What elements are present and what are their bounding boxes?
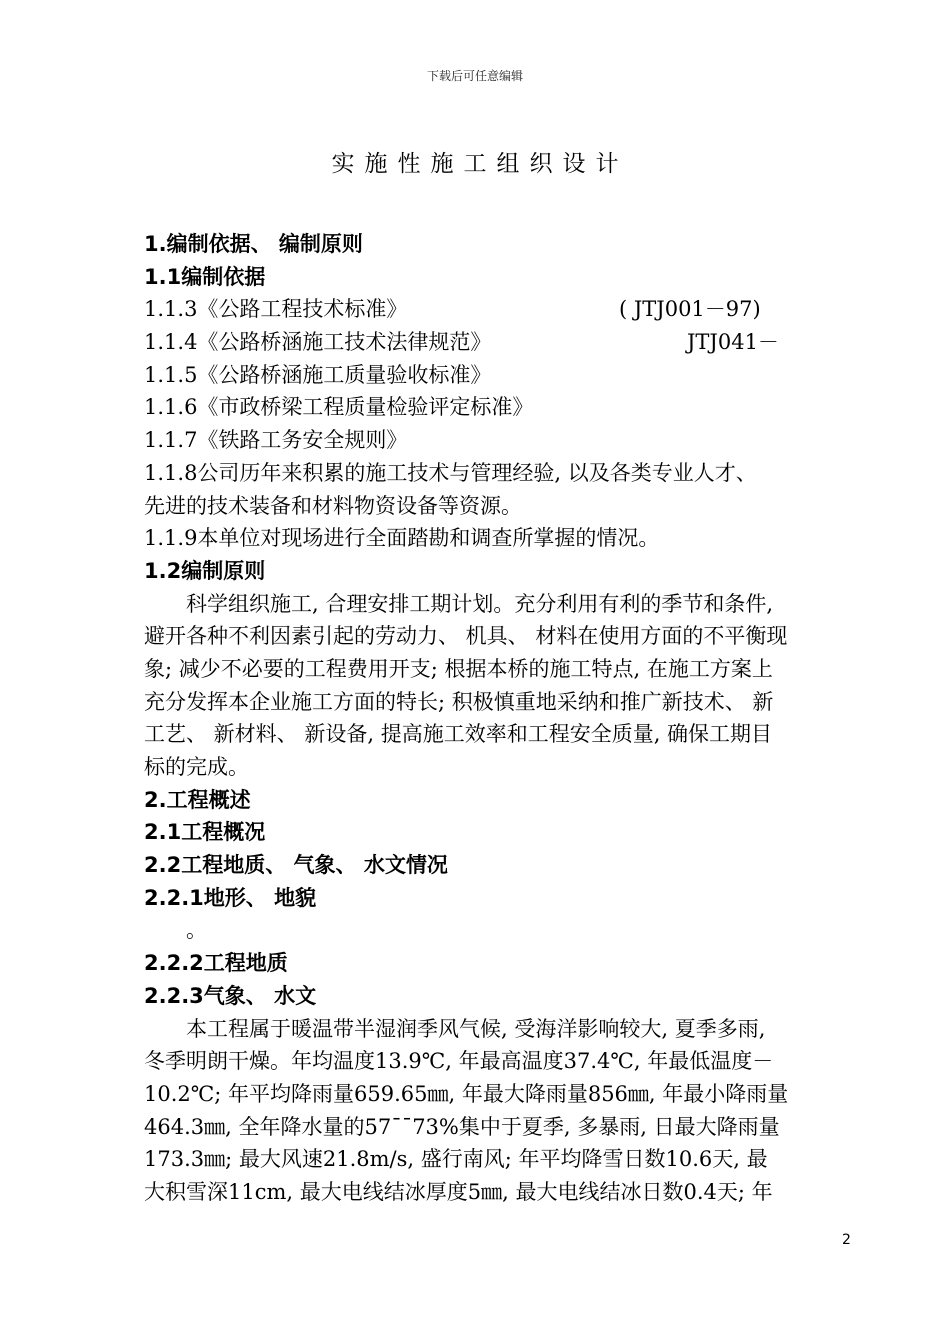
basis-item-continuation: 先进的技术装备和材料物资设备等资源。: [144, 493, 522, 518]
section-heading-1-2: 1.2编制原则: [144, 558, 266, 583]
basis-item: [144, 293, 864, 326]
page-header-note: 下载后可任意编辑: [426, 69, 523, 83]
basis-item: 1.1.9本单位对现场进行全面踏勘和调查所掌握的情况。: [144, 526, 660, 551]
paragraph-line: 充分发挥本企业施工方面的特长; 积极慎重地采纳和推广新技术、 新: [144, 689, 774, 714]
section-heading-2: 2.工程概述: [144, 787, 251, 812]
section-heading-2-2-2: 2.2.2工程地质: [144, 951, 288, 976]
basis-item-text: 1.1.3《公路工程技术标准》: [144, 297, 408, 322]
document-body: [144, 228, 864, 1209]
basis-item-text: 1.1.4《公路桥涵施工技术法律规范》: [144, 330, 492, 355]
paragraph-line: 工艺、 新材料、 新设备, 提高施工效率和工程安全质量, 确保工期目: [144, 722, 773, 747]
basis-item: 1.1.8公司历年来积累的施工技术与管理经验, 以及各类专业人才、: [144, 460, 757, 485]
section-heading-2-2: 2.2工程地质、 气象、 水文情况: [144, 853, 448, 878]
paragraph-line: 173.3㎜; 最大风速21.8m/s, 盛行南风; 年平均降雪日数10.6天, 最: [144, 1147, 768, 1172]
paragraph-line: 标的完成。: [144, 755, 249, 779]
paragraph-line: 象; 减少不必要的工程费用开支; 根据本桥的施工特点, 在施工方案上: [144, 656, 773, 681]
paragraph-line: 本工程属于暖温带半湿润季风气候, 受海洋影响较大, 夏季多雨,: [186, 1016, 766, 1041]
basis-item: 1.1.5《公路桥涵施工质量验收标准》: [144, 362, 492, 387]
section-heading-1-1: 1.1编制依据: [144, 264, 266, 289]
section-heading-1: 1.编制依据、 编制原则: [144, 232, 363, 256]
paragraph-line: 。: [186, 918, 207, 943]
section-heading-2-2-3: 2.2.3气象、 水文: [144, 983, 317, 1008]
standard-code: ( JTJ001－97): [619, 297, 761, 322]
standard-code: JTJ041－: [687, 330, 779, 355]
paragraph-line: 大积雪深11cm, 最大电线结冰厚度5㎜, 最大电线结冰日数0.4天; 年: [144, 1179, 773, 1204]
page-title: 实施性施工组织设计: [331, 151, 629, 177]
section-heading-2-1: 2.1工程概况: [144, 820, 266, 845]
paragraph-line: 10.2℃; 年平均降雨量659.65㎜, 年最大降雨量856㎜, 年最小降雨量: [144, 1081, 789, 1106]
basis-item: 1.1.7《铁路工务安全规则》: [144, 428, 408, 453]
page-number: 2: [842, 1232, 851, 1248]
section-heading-2-2-1: 2.2.1地形、 地貌: [144, 885, 317, 910]
paragraph-line: 冬季明朗干燥。年均温度13.9℃, 年最高温度37.4℃, 年最低温度－: [144, 1049, 774, 1074]
basis-item: 1.1.6《市政桥梁工程质量检验评定标准》: [144, 395, 534, 420]
paragraph-line: 464.3㎜, 全年降水量的57¯¯73%集中于夏季, 多暴雨, 日最大降雨量: [144, 1114, 780, 1139]
basis-item: [144, 326, 864, 359]
paragraph-line: 科学组织施工, 合理安排工期计划。充分利用有利的季节和条件,: [186, 591, 774, 616]
paragraph-line: 避开各种不利因素引起的劳动力、 机具、 材料在使用方面的不平衡现: [144, 624, 788, 649]
